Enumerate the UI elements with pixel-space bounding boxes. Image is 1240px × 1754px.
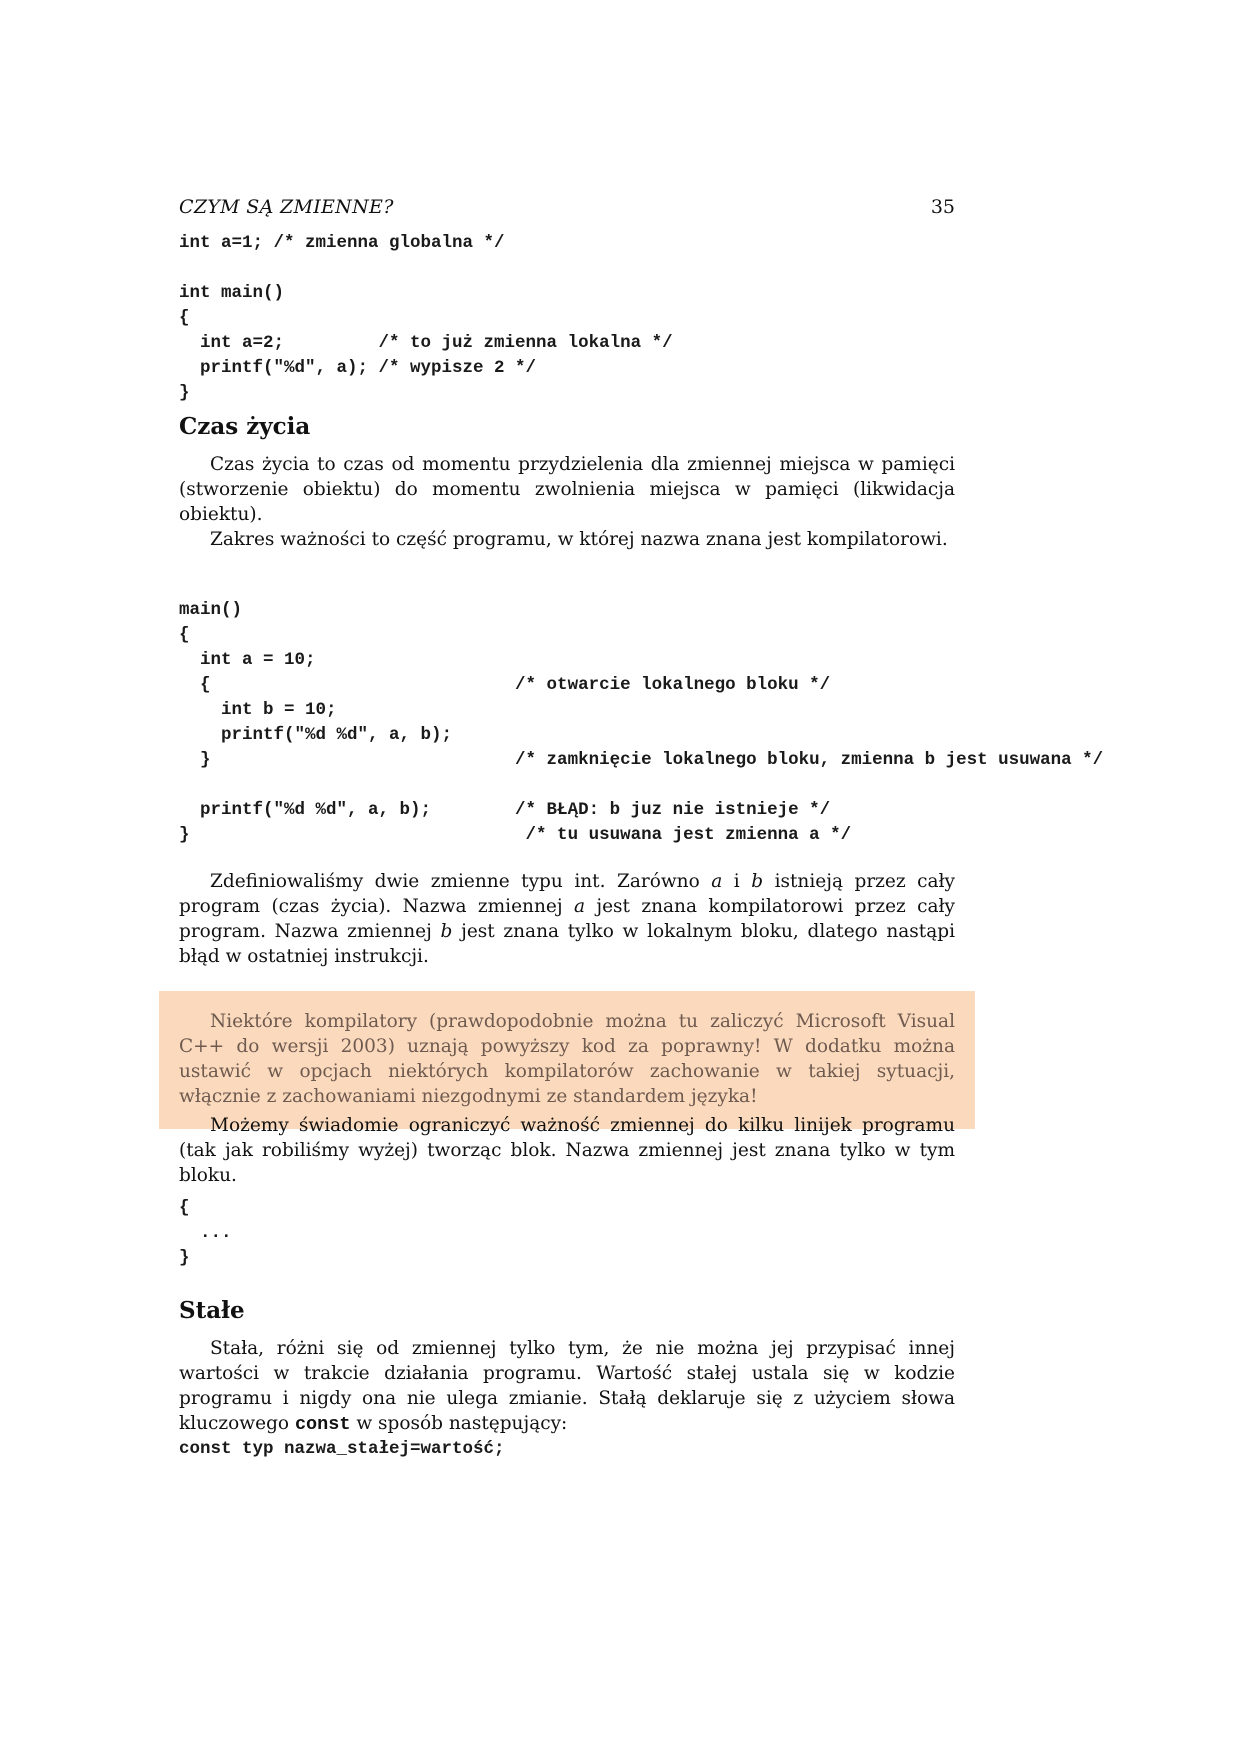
section-heading-constants: Stałe [179, 1297, 245, 1324]
paragraph-block-scope: Możemy świadomie ograniczyć ważność zmiennej do kilku linijek programu (tak jak robiliśmy wyżej) tworząc blok. Nazwa zmiennej jest znana tylko w tym bloku. [179, 1115, 955, 1186]
running-header [179, 196, 955, 226]
compiler-note-box [159, 991, 975, 1129]
section-heading-lifetime: Czas życia [179, 413, 311, 440]
const-keyword: const [294, 1414, 351, 1435]
paragraph-defined-variables: Zdefiniowaliśmy dwie zmienne typu int. Zarówno a i b istnieją przez cały program (czas życia). Nazwa zmiennej a jest znana kompilatorowi przez cały program. Nazwa zmiennej b jest znana tylko w lokalnym bloku, dlatego nastąpi błąd w ostatniej instrukcji. [179, 871, 955, 967]
page-number: 35 [930, 196, 955, 218]
chapter-title: CZYM SĄ ZMIENNE? [179, 196, 394, 218]
paragraph-scope: Zakres ważności to część programu, w której nazwa znana jest kompilatorowi. [210, 529, 948, 550]
code-block-scope: int a=1; /* zmienna globalna */ int main() { int a=2; /* to już zmienna lokalna */ printf("%d", a); /* wypisze 2 */ } [179, 233, 673, 403]
page [179, 196, 1104, 1459]
compiler-note-text: Niektóre kompilatory (prawdopodobnie można tu zaliczyć Microsoft Visual C++ do wersji 2003) uznają powyższy kod za poprawny! W dodatku można ustawić w opcjach niektórych kompilatorów zachowanie w takiej sytuacji, włącznie z zachowaniami niezgodnymi ze standardem języka! [179, 1011, 955, 1107]
paragraph-constants: Stała, różni się od zmiennej tylko tym, że nie można jej przypisać innej wartości w trakcie działania programu. Wartość stałej ustala się w kodzie programu i nigdy ona nie ulega zmianie. Stałą deklaruje się z użyciem słowa kluczowego const w sposób następujący: [179, 1338, 955, 1435]
code-block-braces: { ... } [179, 1198, 232, 1268]
code-block-local-block: main() { int a = 10; { /* otwarcie lokalnego bloku */ int b = 10; printf("%d %d", a, b); } /* zamknięcie lokalnego bloku, zmienna b jest usuwana */ printf("%d %d", a, b); /* BŁĄD: b juz nie istnieje */ } /* tu usuwana jest zmienna a */ [179, 600, 1104, 845]
paragraph-lifetime: Czas życia to czas od momentu przydzielenia dla zmiennej miejsca w pamięci (stworzenie obiektu) do momentu zwolnienia miejsca w pamięci (likwidacja obiektu). [179, 454, 955, 525]
code-block-const-declaration: const typ nazwa_stałej=wartość; [179, 1439, 505, 1459]
